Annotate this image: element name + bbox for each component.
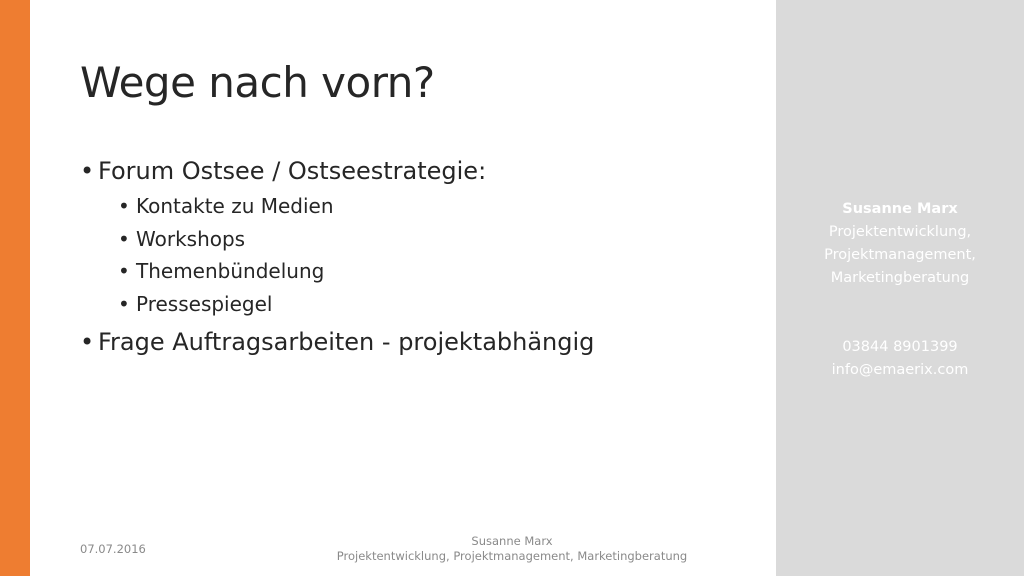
bullet-item: • Forum Ostsee / Ostseestrategie: — [80, 155, 760, 187]
sub-bullet-item: • Workshops — [118, 223, 760, 256]
sub-bullet-item: • Pressespiegel — [118, 288, 760, 321]
contact-phone: 03844 8901399 — [842, 339, 958, 355]
slide-title: Wege nach vorn? — [80, 58, 435, 107]
footer-author: Susanne Marx — [471, 534, 553, 548]
footer-date: 07.07.2016 — [80, 542, 146, 556]
contact-role: Marketingberatung — [830, 270, 970, 286]
footer-credits — [312, 534, 712, 564]
slide-content — [80, 155, 760, 358]
contact-sidebar — [776, 0, 1024, 576]
sub-bullet-list — [118, 190, 760, 320]
contact-role: Projektentwicklung, — [828, 224, 972, 240]
footer-subtitle: Projektentwicklung, Projektmanagement, Marketingberatung — [336, 549, 688, 563]
sub-bullet-item: • Themenbündelung — [118, 255, 760, 288]
sub-bullet-item: • Kontakte zu Medien — [118, 190, 760, 223]
contact-role: Projektmanagement, — [824, 247, 976, 263]
bullet-item: • Frage Auftragsarbeiten - projektabhängig — [80, 326, 760, 358]
contact-block — [776, 198, 1024, 382]
accent-bar — [0, 0, 30, 576]
contact-name: Susanne Marx — [842, 201, 958, 217]
contact-email[interactable]: info@emaerix.com — [831, 362, 969, 378]
